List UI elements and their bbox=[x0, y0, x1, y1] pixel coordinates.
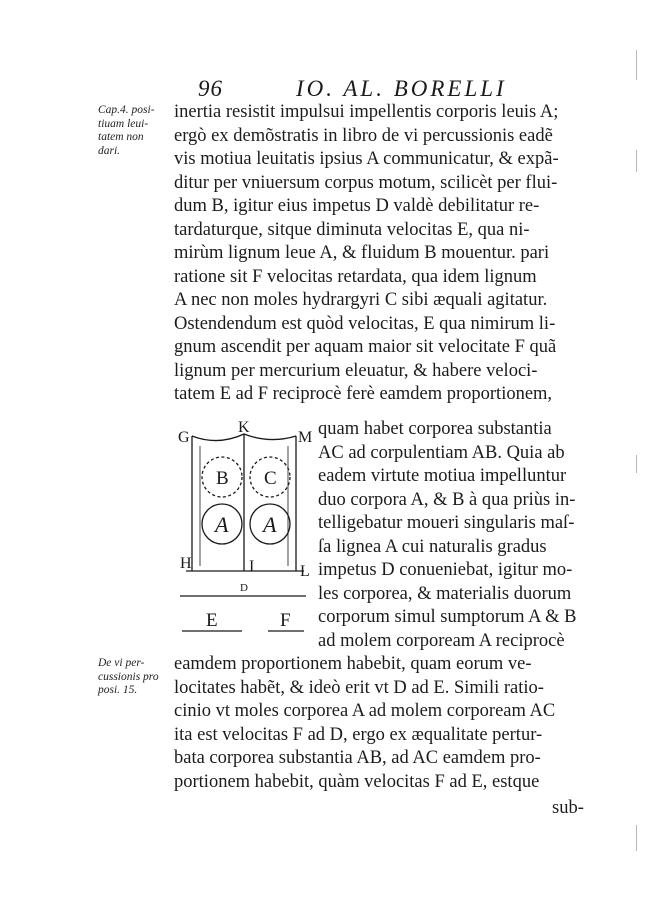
body-line: les corporea, & materialis duorum bbox=[318, 583, 572, 604]
label-i: I bbox=[249, 558, 255, 575]
label-c: C bbox=[264, 468, 277, 489]
scan-edge-line bbox=[636, 150, 637, 172]
label-a-left: A bbox=[215, 512, 229, 537]
body-line: eamdem proportionem habebit, quam eorum ve- bbox=[174, 654, 532, 674]
margin-note-reference bbox=[98, 657, 178, 698]
label-h: H bbox=[180, 555, 192, 572]
body-line: dum B, igitur eius impetus D valdè debilitatur re- bbox=[174, 196, 540, 216]
scan-edge-line bbox=[636, 825, 637, 851]
body-line: mirùm lignum leue A, & fluidum B mouentur. pari bbox=[174, 243, 550, 263]
body-line: locitates habẽt, & ideò erit vt D ad E. Simili ratio- bbox=[174, 677, 544, 698]
body-line: ratione sit F velocitas retardata, qua idem lignum bbox=[174, 266, 537, 287]
margin-note-line: tatem non bbox=[98, 131, 144, 143]
body-line: gnum ascendit per aquam maior sit velocitate F quã bbox=[174, 337, 557, 357]
label-k: K bbox=[238, 420, 250, 436]
label-f: F bbox=[280, 610, 291, 631]
vessel-diagram bbox=[176, 420, 316, 636]
body-line: bata corporea substantia AB, ad AC eamdem pro- bbox=[174, 748, 541, 768]
scan-edge-line bbox=[636, 455, 637, 473]
margin-note-line: Cap.4. posi- bbox=[98, 104, 155, 116]
catchword: sub- bbox=[552, 798, 584, 818]
margin-note-line: tiuam leui- bbox=[98, 117, 149, 130]
body-line: A nec non moles hydrargyri C sibi æquali agitatur. bbox=[174, 290, 548, 310]
running-title: IO. AL. BORELLI bbox=[296, 76, 507, 101]
vessel-diagram-svg bbox=[176, 420, 316, 636]
page-number: 96 bbox=[198, 76, 223, 101]
body-line: corporum simul sumptorum A & B bbox=[318, 607, 577, 627]
scan-edge-line bbox=[636, 50, 637, 80]
label-e: E bbox=[206, 610, 218, 631]
body-line: vis motiua leuitatis ipsius A communicatur, & expã- bbox=[174, 149, 559, 169]
margin-note-chapter bbox=[98, 104, 178, 158]
body-line: ergò ex demõstratis in libro de vi percussionis eadẽ bbox=[174, 125, 553, 146]
body-line: tardaturque, sitque diminuta velocitas E, qua ni- bbox=[174, 219, 530, 240]
label-b: B bbox=[216, 468, 229, 489]
body-line: Ostendendum est quòd velocitas, E qua nimirum li- bbox=[174, 313, 556, 334]
margin-note-line: cussionis pro bbox=[98, 670, 159, 683]
margin-note-line: posi. 15. bbox=[98, 684, 138, 696]
body-line: cinio vt moles corporea A ad molem corpoream AC bbox=[174, 701, 556, 721]
body-line: tatem E ad F reciprocè ferè eamdem proportionem, bbox=[174, 384, 553, 404]
label-m: M bbox=[298, 429, 313, 446]
label-d: D bbox=[240, 582, 248, 594]
margin-note-line: De vi per- bbox=[98, 657, 145, 669]
margin-note-line: dari. bbox=[98, 144, 121, 157]
body-line: telligebatur moueri singularis maſ- bbox=[318, 513, 575, 533]
body-line: impetus D conueniebat, igitur mo- bbox=[318, 560, 573, 580]
body-line: eadem virtute motiua impelluntur bbox=[318, 466, 567, 486]
body-line: lignum per mercurium eleuatur, & habere veloci- bbox=[174, 360, 538, 381]
body-line: quam habet corporea substantia bbox=[318, 419, 552, 439]
body-line: ſa lignea A cui naturalis gradus bbox=[318, 536, 547, 557]
label-g: G bbox=[178, 429, 190, 446]
body-line: AC ad corpulentiam AB. Quia ab bbox=[318, 442, 565, 463]
body-line: ita est velocitas F ad D, ergo ex æqualitate pertur- bbox=[174, 724, 543, 745]
label-l: L bbox=[300, 563, 310, 580]
body-line: ditur per vniuersum corpus motum, scilicèt per flui- bbox=[174, 172, 558, 193]
body-line: portionem habebit, quàm velocitas F ad E, estque bbox=[174, 771, 540, 792]
body-line: ad molem corpoream A reciprocè bbox=[318, 630, 565, 651]
label-a-right: A bbox=[263, 512, 277, 537]
body-line: inertia resistit impulsui impellentis corporis leuis A; bbox=[174, 102, 559, 122]
body-line: duo corpora A, & B à qua priùs in- bbox=[318, 489, 576, 510]
